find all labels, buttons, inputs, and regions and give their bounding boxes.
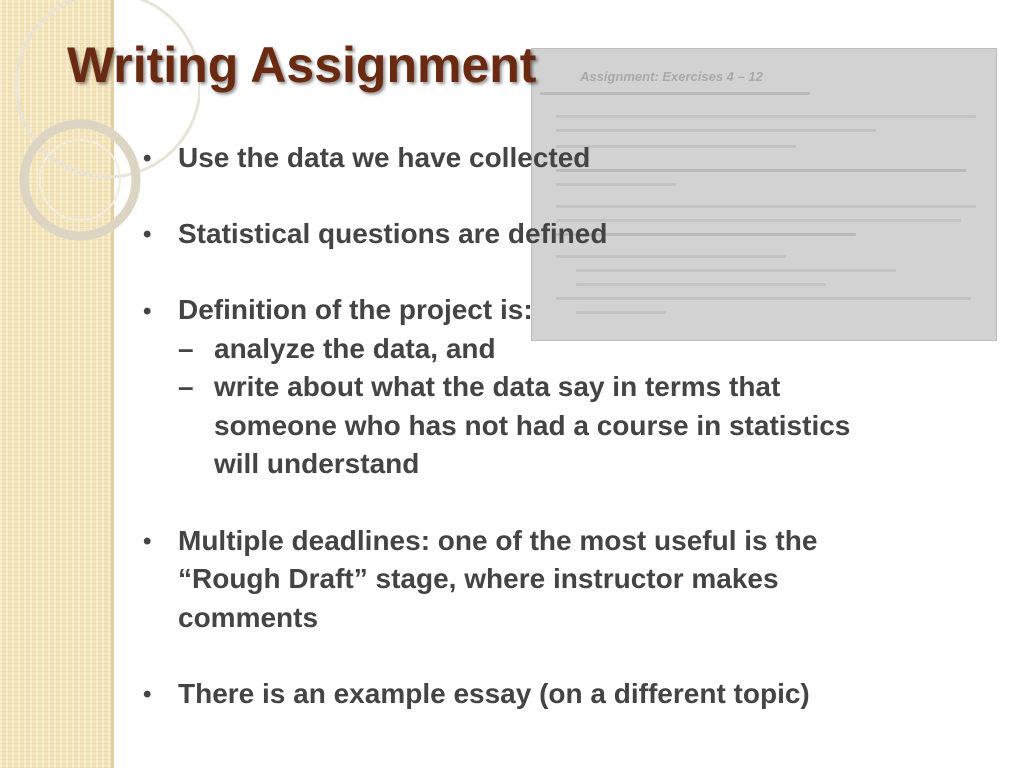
embedded-line	[556, 145, 796, 148]
small-ring	[40, 140, 120, 220]
slide-title: Writing Assignment	[67, 37, 537, 93]
bullet-marker: •	[143, 298, 152, 325]
sub-bullet-marker: –	[178, 333, 194, 364]
embedded-line	[556, 115, 976, 118]
bullet-marker: •	[143, 221, 152, 248]
bullet-text: Definition of the project is:	[178, 294, 533, 325]
embedded-line	[556, 297, 971, 300]
sub-bullet-marker: –	[178, 371, 194, 402]
embedded-line	[556, 169, 966, 172]
embedded-line	[540, 92, 810, 95]
sub-bullet-text-continued: someone who has not had a course in statistics	[214, 410, 851, 441]
embedded-line	[556, 183, 676, 186]
embedded-assignment-image	[531, 48, 997, 341]
sub-bullet-text: analyze the data, and	[214, 333, 496, 364]
sub-bullet-text: write about what the data say in terms that	[214, 371, 781, 402]
bullet-text-continued: comments	[178, 602, 319, 633]
embedded-line	[556, 129, 876, 132]
embedded-title: Assignment: Exercises 4 – 12	[580, 69, 763, 84]
bullet-marker: •	[143, 145, 152, 172]
bullet-text: Statistical questions are defined	[178, 218, 608, 249]
bullet-text: Multiple deadlines: one of the most useful is the	[178, 525, 818, 556]
embedded-line	[556, 219, 961, 222]
bullet-text: There is an example essay (on a different topic)	[178, 678, 810, 709]
embedded-line	[576, 269, 896, 272]
embedded-line	[576, 311, 666, 314]
sub-bullet-text-continued: will understand	[214, 448, 420, 479]
embedded-line	[556, 205, 976, 208]
bullet-marker: •	[143, 681, 152, 708]
bullet-marker: •	[143, 528, 152, 555]
embedded-line	[576, 283, 826, 286]
bullet-text: Use the data we have collected	[178, 142, 591, 173]
embedded-line	[556, 255, 786, 258]
bullet-text-continued: “Rough Draft” stage, where instructor makes	[178, 563, 779, 594]
